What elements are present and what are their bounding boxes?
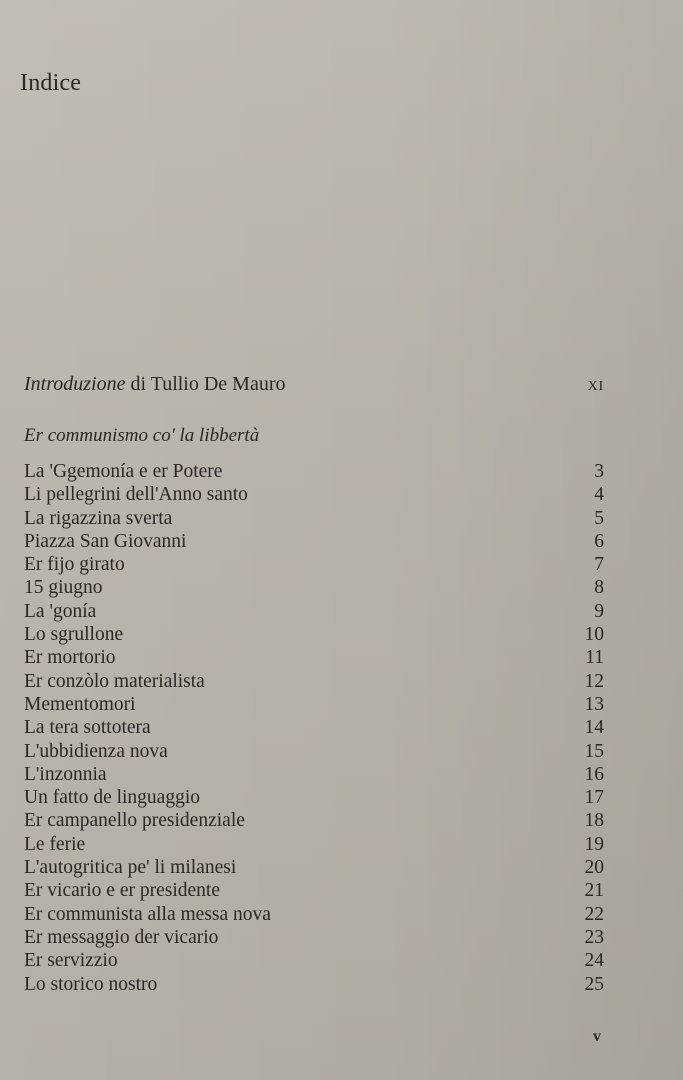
toc-entry (24, 507, 604, 530)
toc-entry-title: La 'Ggemonía e er Potere (24, 461, 223, 482)
toc-entry-page: 15 (584, 740, 604, 762)
toc-entry (24, 576, 604, 599)
toc-entry-title: Er campanello presidenziale (24, 810, 245, 832)
toc-entry (24, 483, 604, 506)
toc-entry-title: L'ubbidienza nova (24, 740, 168, 762)
intro-author: di Tullio De Mauro (125, 373, 286, 395)
toc-entry (24, 623, 604, 646)
toc-entry (24, 600, 604, 623)
toc-entry-title: Er vicario e er presidente (24, 880, 220, 902)
toc-entry (24, 879, 604, 902)
toc-entry (24, 693, 604, 716)
toc-entry-page: 9 (594, 600, 604, 622)
toc-entry-page: 14 (584, 717, 604, 739)
intro-page-number: XI (587, 379, 604, 394)
toc-entry-page: 17 (584, 787, 604, 809)
toc-entry-page: 10 (584, 624, 604, 646)
toc-entry-title: L'inzonnia (24, 763, 107, 785)
toc-entry (24, 553, 604, 576)
toc-entry-title: Piazza San Giovanni (24, 530, 187, 552)
toc-entry-title: La tera sottotera (24, 717, 151, 739)
toc-entry-page: 24 (584, 950, 604, 972)
toc-entry-page: 25 (584, 973, 604, 995)
toc-entry-page: 22 (584, 903, 604, 925)
folio: v (593, 1028, 601, 1045)
toc-entry-page: 23 (584, 926, 604, 948)
toc-entry (24, 460, 604, 483)
toc-entry (24, 646, 604, 669)
toc-entry-title: Lo sgrullone (24, 624, 124, 646)
toc-entry-title: Er fijo girato (24, 554, 125, 576)
toc-entry-title: 15 giugno (24, 577, 103, 599)
section-title: Er communismo co' la libbertà (24, 425, 260, 446)
toc-entry-page: 13 (584, 693, 604, 715)
toc-entry-page: 8 (594, 577, 604, 599)
toc-entry (24, 670, 604, 693)
toc-entry (24, 786, 604, 809)
toc-entry (24, 763, 604, 786)
toc-entry-page: 7 (594, 554, 604, 576)
toc-entry-page: 16 (584, 763, 604, 785)
toc-entry-page: 6 (594, 530, 604, 552)
toc-entry-title: La rigazzina sverta (24, 507, 173, 529)
intro-title: Introduzione (24, 373, 126, 395)
toc-entry (24, 926, 604, 949)
toc-entry-introduzione (24, 373, 604, 396)
toc-entry-title: Er conzòlo materialista (24, 670, 205, 692)
toc-entry-page: 21 (584, 880, 604, 902)
toc-entry-title: Le ferie (24, 833, 86, 855)
page-title: Indice (20, 70, 82, 96)
toc-entry-page: 5 (594, 507, 604, 529)
toc-entry-title: Li pellegrini dell'Anno santo (24, 484, 248, 506)
toc-entry (24, 949, 604, 972)
toc-entry (24, 530, 604, 553)
toc-entry-page: 18 (584, 810, 604, 832)
toc-entry-page: 4 (594, 484, 604, 506)
toc-entry-title: Er messaggio der vicario (24, 926, 219, 948)
intro-line (24, 373, 286, 396)
toc-entry-title: Er mortorio (24, 647, 116, 669)
toc-entry-title: Un fatto de linguaggio (24, 787, 201, 809)
toc-entry-title: L'autogritica pe' li milanesi (24, 857, 237, 879)
toc-entry-title: Mementomori (24, 693, 136, 715)
toc-entry (24, 740, 604, 763)
toc-entry-title: La 'gonía (24, 600, 97, 622)
toc-entry-title: Lo storico nostro (24, 973, 158, 995)
toc-entry (24, 973, 604, 996)
toc-entry (24, 833, 604, 856)
toc-entry-title: Er communista alla messa nova (24, 903, 271, 925)
toc-entry-page: 11 (585, 647, 604, 669)
toc-entry-page: 12 (584, 670, 604, 692)
toc-entry (24, 716, 604, 739)
toc-entry (24, 856, 604, 879)
toc-entry-page: 20 (584, 857, 604, 879)
toc-entry-page: 19 (584, 833, 604, 855)
toc-entry (24, 809, 604, 832)
toc-entry (24, 903, 604, 926)
toc-list (24, 460, 604, 996)
toc-entry-page: 3 (594, 461, 604, 482)
toc-entry-title: Er servizzio (24, 950, 118, 972)
